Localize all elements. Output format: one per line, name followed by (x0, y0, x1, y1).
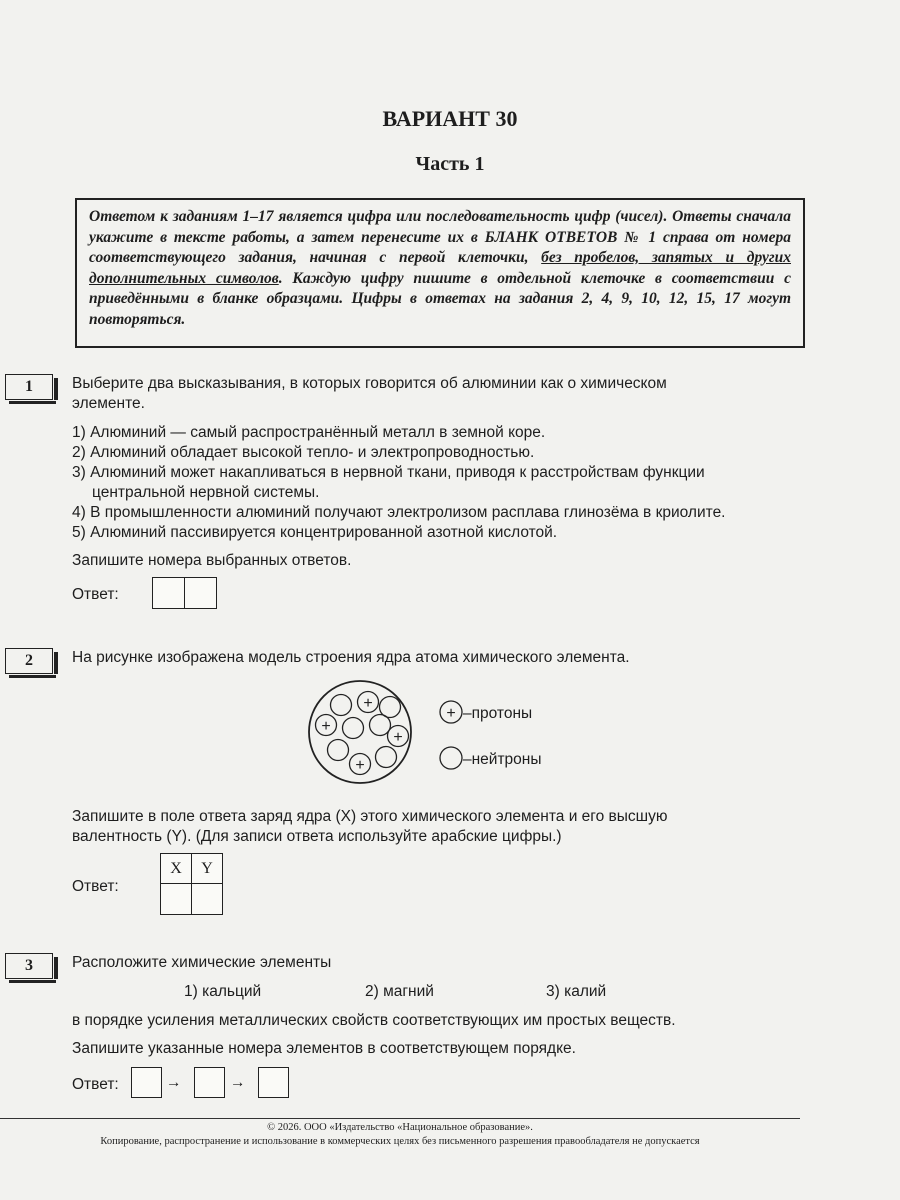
footer-copyright: © 2026. ООО «Издательство «Национальное образование». (267, 1122, 533, 1133)
task2-instruction-line2: валентность (Y). (Для записи ответа используйте арабские цифры.) (72, 828, 562, 845)
task3-answer-label: Ответ: (72, 1076, 119, 1093)
task1-answer-cell-1[interactable] (152, 577, 185, 609)
variant-title: ВАРИАНТ 30 (382, 106, 518, 131)
task1-answer-cell-2[interactable] (184, 577, 217, 609)
legend-neutron-circle (440, 747, 462, 769)
legend-neutrons-label: –нейтроны (463, 751, 542, 768)
footer-divider (0, 1118, 800, 1119)
task2-answer-label: Ответ: (72, 878, 119, 895)
footer-notice: Копирование, распространение и использование в коммерческих целях без письменного разрешения правообладателя не допускается (100, 1136, 700, 1147)
task3-answer-cell-1[interactable] (131, 1067, 162, 1098)
task3-criterion: в порядке усиления металлических свойств соответствующих им простых веществ. (72, 1012, 676, 1029)
instructions-text-b: . Каждую цифру пишите в отдельной клеточке в соответствии с приведёнными в бланке образцами. Цифры в ответах на задания 2, 4, 9, 10, 12, 15, 17 могут повторяться. (89, 269, 791, 328)
instructions-box (75, 198, 805, 348)
task2-header-x: X (160, 853, 192, 884)
task-number-2: 2 (5, 648, 53, 674)
task1-instruction: Запишите номера выбранных ответов. (72, 552, 352, 569)
task1-question-line2: элементе. (72, 395, 145, 412)
task2-header-y: Y (191, 853, 223, 884)
task-number-1: 1 (5, 374, 53, 400)
neutron (376, 747, 397, 768)
neutron (343, 718, 364, 739)
task2-answer-cell-x[interactable] (160, 883, 192, 915)
task3-question: Расположите химические элементы (72, 954, 332, 971)
task3-element-1: 1) кальций (184, 983, 262, 1000)
proton-plus: + (363, 695, 373, 712)
nucleus-diagram (300, 680, 560, 790)
task3-element-3: 3) калий (546, 983, 607, 1000)
part-title: Часть 1 (415, 153, 485, 175)
instructions-text-a: Ответом к заданиям 1–17 является цифра или последовательность цифр (чисел). Ответы сначала укажите в тексте работы, а затем перенесите их в БЛАНК ОТВЕТОВ № 1 справа от номера соответствующего задания, начиная с первой клеточки, (89, 208, 791, 266)
task1-question-line1: Выберите два высказывания, в которых говорится об алюминии как о химическом (72, 375, 667, 392)
neutron (380, 697, 401, 718)
proton-plus: + (355, 757, 365, 774)
proton-plus: + (321, 718, 331, 735)
task1-answer-label: Ответ: (72, 586, 119, 603)
task2-question: На рисунке изображена модель строения ядра атома химического элемента. (72, 649, 630, 666)
task1-option-2: 2) Алюминий обладает высокой тепло- и электропроводностью. (72, 444, 535, 461)
neutron (328, 740, 349, 761)
instructions-underlined: без пробелов, запятых и других дополнительных символов (89, 249, 791, 287)
task3-arrow-2: → (230, 1074, 246, 1091)
task3-arrow-1: → (166, 1074, 182, 1091)
task2-answer-cell-y[interactable] (191, 883, 223, 915)
task-number-3: 3 (5, 953, 53, 979)
neutron (331, 695, 352, 716)
task3-element-2: 2) магний (365, 983, 434, 1000)
task3-answer-cell-2[interactable] (194, 1067, 225, 1098)
task3-instruction: Запишите указанные номера элементов в соответствующем порядке. (72, 1040, 576, 1057)
legend-protons-label: –протоны (463, 705, 533, 722)
task3-answer-cell-3[interactable] (258, 1067, 289, 1098)
legend-proton-plus: + (446, 705, 456, 722)
task2-instruction-line1: Запишите в поле ответа заряд ядра (X) этого химического элемента и его высшую (72, 808, 668, 825)
task1-option-4: 4) В промышленности алюминий получают электролизом расплава глинозёма в криолите. (72, 504, 726, 521)
task1-option-3-cont: центральной нервной системы. (92, 484, 320, 501)
task1-option-1: 1) Алюминий — самый распространённый металл в земной коре. (72, 424, 546, 441)
task1-option-3: 3) Алюминий может накапливаться в нервной ткани, приводя к расстройствам функции (72, 464, 705, 481)
task1-option-5: 5) Алюминий пассивируется концентрированной азотной кислотой. (72, 524, 558, 541)
proton-plus: + (393, 729, 403, 746)
